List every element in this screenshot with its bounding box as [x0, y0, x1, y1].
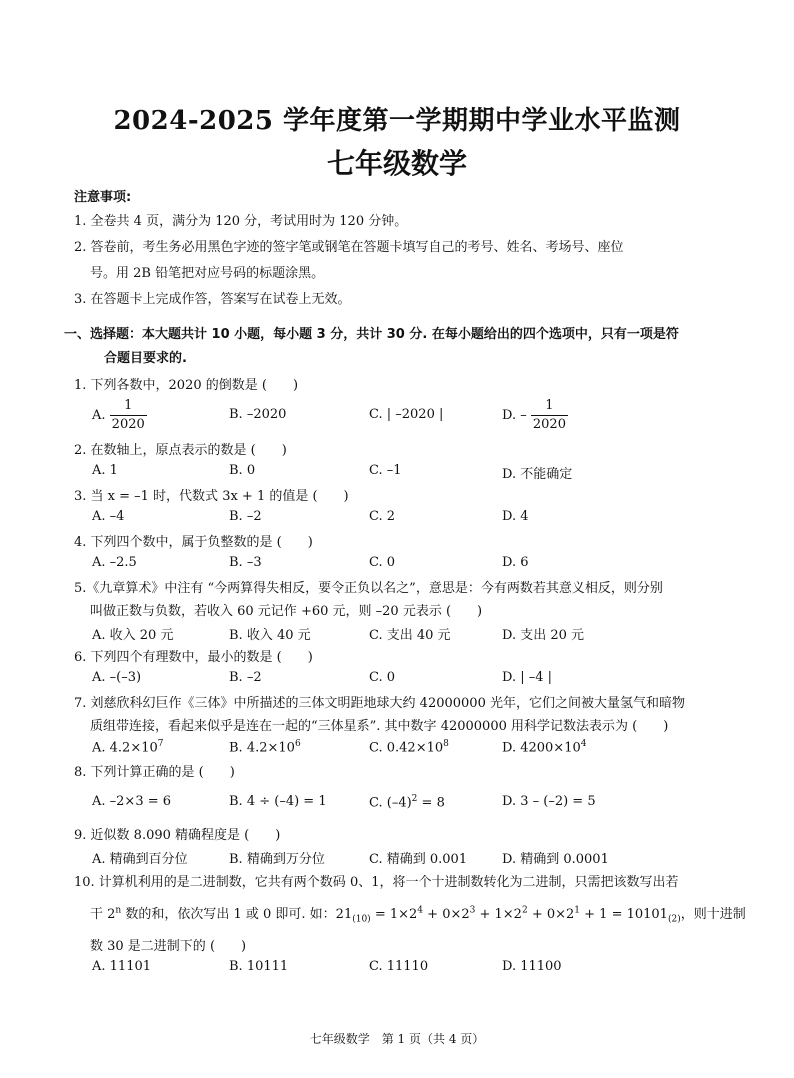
question-9-options — [92, 848, 732, 868]
question-1-option-b: B. –2020 — [229, 407, 287, 422]
question-9-option-d: D. 精确到 0.0001 — [502, 852, 609, 867]
notice-item: 3. 在答题卡上完成作答，答案写在试卷上无效。 — [74, 292, 351, 307]
question-5-options — [92, 624, 732, 644]
question-2-option-b: B. 0 — [229, 463, 256, 478]
question-4-options — [92, 555, 732, 575]
question-10-options — [92, 959, 732, 979]
question-10-stem-cont: 干 2$^n$ 数的和，依次写出 1 或 0 即可. 如：$21_{(10)} = 1\times 2^4 + 0\times 2^3 + 1\times 2^2 + 0\times 2^1 + 1 = 10101_{(2)}$，则十进制 — [90, 905, 746, 925]
question-1-options — [92, 397, 732, 433]
question-1-stem: 1. 下列各数中，2020 的倒数是 ( ) — [74, 378, 299, 393]
question-10-option-b: B. 10111 — [229, 959, 289, 974]
question-8-option-c: C. $(-4)^2 = 8$ — [369, 794, 445, 811]
question-1-option-a: A. $\frac{1}{2020}$ — [92, 398, 145, 432]
question-3-option-a: A. –4 — [92, 509, 125, 524]
section-heading: 一、选择题：本大题共计 10 小题，每小题 3 分，共计 30 分. 在每小题给出的四个选项中，只有一项是符 — [64, 327, 679, 342]
question-10-stem-end: 数 30 是二进制下的 ( ) — [90, 939, 247, 954]
question-5-option-d: D. 支出 20 元 — [502, 628, 585, 643]
question-9-option-c: C. 精确到 0.001 — [369, 852, 468, 867]
question-8-options — [92, 794, 732, 814]
question-5-stem: 5.《九章算术》中注有 “今两算得失相反，要令正负以名之”，意思是：今有两数若其意义相反，则分别 — [74, 581, 663, 596]
question-2-options — [92, 463, 732, 483]
question-9-option-a: A. 精确到百分位 — [92, 852, 188, 867]
notice-heading: 注意事项: — [74, 190, 132, 205]
question-5-option-c: C. 支出 40 元 — [369, 628, 451, 643]
question-7-options — [92, 739, 732, 759]
question-2-stem: 2. 在数轴上，原点表示的数是 ( ) — [74, 443, 287, 458]
question-6-option-b: B. –2 — [229, 670, 262, 685]
fraction: $\frac{1}{2020}$ — [111, 398, 145, 432]
question-7-option-a: A. $4.2\times 10^7$ — [92, 739, 164, 756]
fraction: $\frac{1}{2020}$ — [532, 398, 566, 432]
question-8-option-a: A. –2×3 = 6 — [92, 794, 172, 809]
question-2-option-a: A. 1 — [92, 463, 118, 478]
binary-formula: $21_{(10)} = 1\times 2^4 + 0\times 2^3 + 1\times 2^2 + 0\times 2^1 + 1 = 10101_{(2)}$ — [335, 905, 681, 925]
question-10-option-a: A. 11101 — [92, 959, 152, 974]
question-2-option-c: C. –1 — [369, 463, 402, 478]
question-3-stem: 3. 当 x = –1 时，代数式 3x + 1 的值是 ( ) — [74, 489, 349, 504]
question-10-stem: 10. 计算机利用的是二进制数，它共有两个数码 0、1，将一个十进制数转化为二进制，只需把该数写出若 — [74, 875, 679, 890]
question-8-option-b: B. 4 ÷ (–4) = 1 — [229, 794, 327, 809]
question-4-stem: 4. 下列四个数中，属于负整数的是 ( ) — [74, 535, 313, 550]
question-7-stem: 7. 刘慈欣科幻巨作《三体》中所描述的三体文明距地球大约 42000000 光年，它们之间被大量氢气和暗物 — [74, 696, 685, 711]
question-7-option-c: C. $0.42\times 10^8$ — [369, 739, 449, 756]
question-8-option-d: D. 3 – (–2) = 5 — [502, 794, 596, 809]
question-3-option-c: C. 2 — [369, 509, 396, 524]
notice-item: 号。用 2B 铅笔把对应号码的标题涂黑。 — [90, 266, 325, 281]
question-5-option-b: B. 收入 40 元 — [229, 628, 311, 643]
question-6-options — [92, 670, 732, 690]
question-4-option-d: D. 6 — [502, 555, 529, 570]
question-6-option-a: A. –(–3) — [92, 670, 142, 685]
page-footer: 七年级数学 第 1 页（共 4 页） — [309, 1032, 485, 1046]
notice-item: 1. 全卷共 4 页，满分为 120 分，考试用时为 120 分钟。 — [74, 214, 408, 229]
question-1-option-c: C. | –2020 | — [369, 407, 444, 422]
question-4-option-b: B. –3 — [229, 555, 262, 570]
question-4-option-c: C. 0 — [369, 555, 396, 570]
question-9-stem: 9. 近似数 8.090 精确程度是 ( ) — [74, 828, 281, 843]
question-3-options — [92, 509, 732, 529]
question-10-option-c: C. 11110 — [369, 959, 429, 974]
question-1-option-d: D. – $\frac{1}{2020}$ — [502, 398, 566, 432]
question-4-option-a: A. –2.5 — [92, 555, 137, 570]
notice-item: 2. 答卷前，考生务必用黑色字迹的签字笔或钢笔在答题卡填写自己的考号、姓名、考场号、座位 — [74, 240, 624, 255]
question-10-option-d: D. 11100 — [502, 959, 562, 974]
question-6-stem: 6. 下列四个有理数中，最小的数是 ( ) — [74, 650, 313, 665]
section-heading-cont: 合题目要求的. — [104, 351, 187, 366]
question-7-option-b: B. $4.2\times 10^6$ — [229, 739, 301, 756]
question-6-option-c: C. 0 — [369, 670, 396, 685]
question-5-option-a: A. 收入 20 元 — [92, 628, 174, 643]
question-7-stem-cont: 质组带连接，看起来似乎是连在一起的“三体星系”. 其中数字 42000000 用科学记数法表示为 ( ) — [90, 719, 669, 734]
question-9-option-b: B. 精确到万分位 — [229, 852, 325, 867]
question-3-option-b: B. –2 — [229, 509, 262, 524]
question-3-option-d: D. 4 — [502, 509, 529, 524]
question-2-option-d: D. 不能确定 — [502, 467, 573, 482]
question-6-option-d: D. | –4 | — [502, 670, 553, 685]
question-7-option-d: D. $4200\times 10^4$ — [502, 739, 587, 756]
question-8-stem: 8. 下列计算正确的是 ( ) — [74, 765, 235, 780]
exam-title: 2024-2025 学年度第一学期期中学业水平监测 — [113, 106, 681, 136]
exam-subject: 七年级数学 — [326, 147, 467, 180]
question-5-stem-cont: 叫做正数与负数，若收入 60 元记作 +60 元，则 –20 元表示 ( ) — [90, 604, 483, 619]
